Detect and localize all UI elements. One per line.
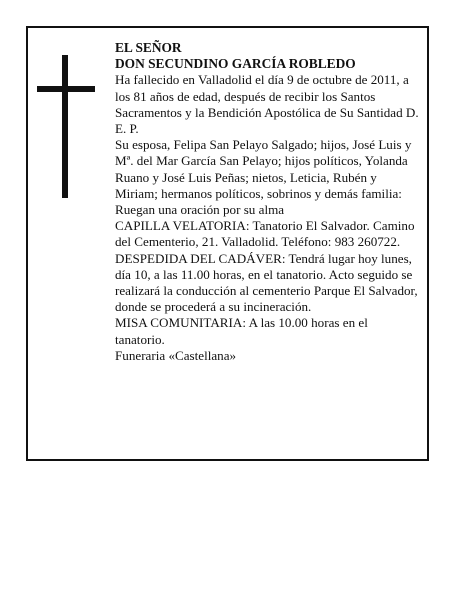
community-mass-label: MISA COMUNITARIA:	[115, 315, 246, 331]
prayer-request: Ruegan una oración por su alma	[115, 202, 285, 218]
wake-chapel-info	[115, 218, 420, 250]
community-mass-info	[115, 315, 420, 347]
family-list: Su esposa, Felipa San Pelayo Salgado; hijos, José Luis y Mª. del Mar García San Pelayo; hijos políticos, Yolanda Ruano y José Luis Peñas; nietos, Leticia, Rubén y Miriam; hermanos políticos, sobrinos y demás familia:	[115, 137, 412, 201]
death-notice	[26, 26, 429, 461]
farewell-label: DESPEDIDA DEL CADÁVER:	[115, 250, 286, 266]
notice-text	[115, 40, 420, 364]
wake-chapel-details: Tanatorio El Salvador. Camino del Cementerio, 21. Valladolid. Teléfono: 983 260722.	[115, 218, 415, 250]
cross-horizontal-bar	[37, 86, 95, 92]
community-mass-details: A las 10.00 horas en el tanatorio.	[115, 315, 368, 347]
cross-vertical-bar	[62, 55, 68, 198]
death-information: Ha fallecido en Valladolid el día 9 de octubre de 2011, a los 81 años de edad, después de recibir los Santos Sacramentos y la Bendición Apostólica de Su Santidad D. E. P.	[115, 72, 419, 137]
deceased-name: DON SECUNDINO GARCÍA ROBLEDO	[115, 56, 356, 72]
cross-icon	[37, 55, 95, 198]
notice-title: EL SEÑOR	[115, 40, 182, 55]
wake-chapel-label: CAPILLA VELATORIA:	[115, 218, 250, 234]
farewell-details: Tendrá lugar hoy lunes, día 10, a las 11.00 horas, en el tanatorio. Acto seguido se realizará la conducción al cementerio Parque El Salvador, donde se procederá a su incineración.	[115, 250, 418, 315]
farewell-info	[115, 251, 420, 316]
funeral-home: Funeraria «Castellana»	[115, 347, 237, 363]
